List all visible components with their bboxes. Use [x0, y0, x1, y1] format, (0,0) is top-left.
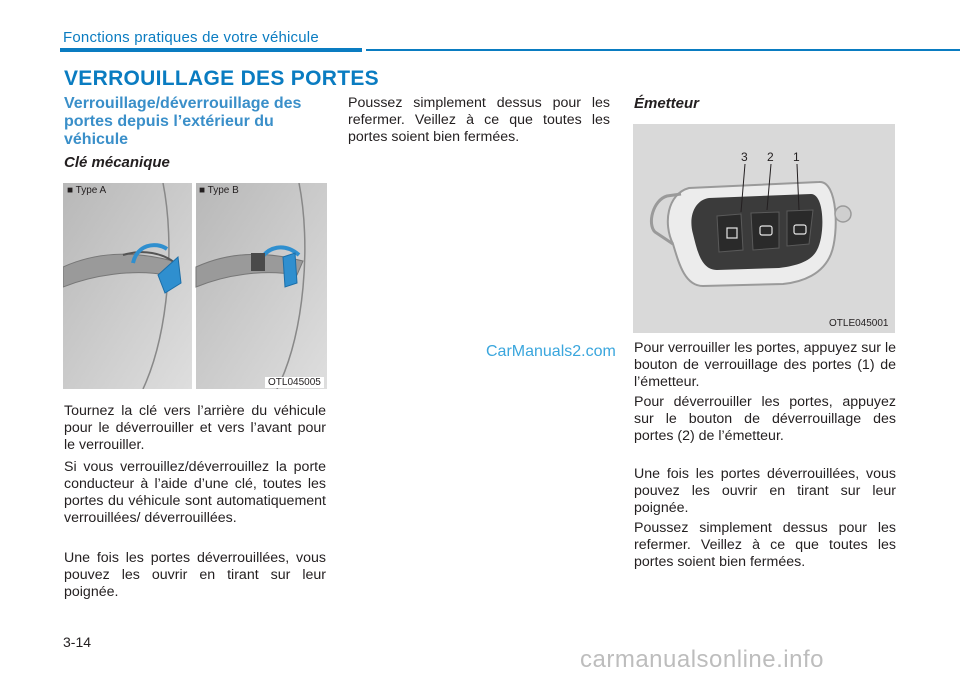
paragraph: Une fois les portes déverrouillées, vous pouvez les ouvrir en tirant sur leur poignée.	[634, 466, 896, 516]
transmitter-title: Émetteur	[634, 95, 700, 112]
paragraph: Poussez simplement dessus pour les refermer. Veillez à ce que toutes les portes soient bien fermées.	[634, 520, 896, 570]
header-rule-thick	[60, 48, 362, 52]
callout-3: 3	[741, 150, 748, 164]
paragraph: Si vous verrouillez/déverrouillez la porte conducteur à l’aide d’une clé, toutes les portes du véhicule sont automatiquement verrouillées/ déverrouillées.	[64, 459, 326, 526]
section-title: VERROUILLAGE DES PORTES	[64, 67, 379, 90]
mechanical-key-title: Clé mécanique	[64, 154, 170, 171]
paragraph: Pour déverrouiller les portes, appuyez sur le bouton de déverrouillage des portes (2) de l’émetteur.	[634, 394, 896, 444]
running-header: Fonctions pratiques de votre véhicule	[63, 29, 319, 46]
figure-code: OTLE045001	[829, 318, 889, 329]
page-number: 3-14	[63, 634, 92, 650]
transmitter-figure	[633, 124, 895, 333]
footer-watermark: carmanualsonline.info	[580, 646, 824, 673]
header-rule-thin	[366, 49, 960, 51]
paragraph: Pour verrouiller les portes, appuyez sur le bouton de verrouillage des portes (1) de l’émetteur.	[634, 340, 896, 390]
callout-2: 2	[767, 150, 774, 164]
paragraph: Poussez simplement dessus pour les refermer. Veillez à ce que toutes les portes soient bien fermées.	[348, 95, 610, 145]
figure-code: OTL045005	[265, 377, 324, 388]
door-key-illustration	[63, 183, 327, 389]
type-b-label: ■ Type B	[199, 185, 239, 196]
paragraph: Une fois les portes déverrouillées, vous pouvez les ouvrir en tirant sur leur poignée.	[64, 550, 326, 600]
paragraph: Tournez la clé vers l’arrière du véhicule pour le déverrouiller et vers l’avant pour le verrouiller.	[64, 403, 326, 453]
subsection-title: Verrouillage/déverrouillage des portes depuis l’extérieur du véhicule	[64, 95, 302, 148]
type-a-label: ■ Type A	[67, 185, 107, 196]
door-key-figure	[63, 183, 327, 389]
key-fob-illustration	[633, 124, 895, 333]
watermark-text: CarManuals2.com	[486, 343, 616, 360]
callout-1: 1	[793, 150, 800, 164]
